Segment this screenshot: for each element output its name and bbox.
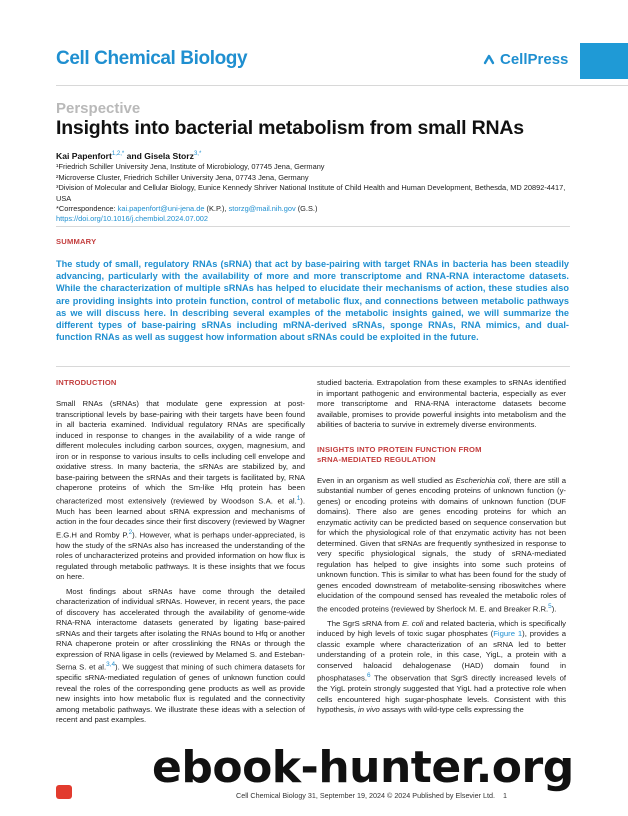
- paragraph-text: , there are still a substantial number of genes encoding proteins of unknown function (y-genes) or encoding proteins with domains of unknown function (DUF domains). There also are genes encoding proteins for which an enzymatic activity can be predicted based on sequence conservation but for which the physiological role of that enzymatic activity has not been determined. Given that sRNAs are frequently synthesized in response to very specific physiological signals, the study of sRNA-mediated regulation has helped to give insights into some such proteins of unknown function. This is similar to what has been found for the study of genes encoded downstream of metabolite-sensing riboswitches where elucidation of the compound sensed has revealed the metabolic roles of the encoded proteins (reviewed by Sherlock M. E. and Breaker R.R.: [317, 475, 566, 614]
- summary-top-rule: [56, 226, 570, 227]
- affiliation-1: ¹Friedrich Schiller University Jena, Institute of Microbiology, 07745 Jena, Germany: [56, 162, 325, 171]
- italic-term: in vivo: [358, 705, 380, 715]
- cellpress-mark-icon: [482, 53, 496, 67]
- paragraph-text: The observation that SgrS directly increased levels of the YigL protein strongly suggested that YigL had a protective role when cells encountered high sugar-phosphate levels. Consistent with this hypothesis,: [317, 673, 566, 715]
- doi-line: [56, 214, 571, 225]
- summary-text: The study of small, regulatory RNAs (sRNA) that act by base-pairing with target RNAs in bacteria has been steadily advancing, particularly with the availability of more and more transcriptome and RNA-RNA interactome datasets. While the characterization of multiple sRNAs has helped to elucidate their mechanisms of action, these studies also are providing insights into protein function, control of metabolic flux, and connections between metabolic pathways as we will discuss here. In describing several examples of the metabolic insights gained, we will summarize the different types of base-pairing sRNAs including mRNA-derived sRNAs, sponge RNAs, RNA mimics, and dual-function RNAs as well as suggest how information about sRNAs could be exploited in the future.: [56, 259, 569, 343]
- affiliation-2: ²Microverse Cluster, Friedrich Schiller University Jena, 07743 Jena, Germany: [56, 172, 309, 182]
- email-link[interactable]: storzg@mail.nih.gov: [228, 203, 296, 213]
- correspondence-initials: (G.S.): [297, 203, 318, 213]
- species-name: E. coli: [402, 618, 424, 628]
- journal-color-tab: [580, 43, 628, 79]
- author-conjunction: and: [126, 151, 142, 161]
- doi-link[interactable]: https://doi.org/10.1016/j.chembiol.2024.07.002: [56, 214, 209, 224]
- introduction-heading: INTRODUCTION: [56, 378, 117, 387]
- paragraph-text: ).: [551, 604, 557, 614]
- reference-link[interactable]: 2: [128, 528, 133, 536]
- section-heading-line: INSIGHTS INTO PROTEIN FUNCTION FROM: [317, 444, 482, 454]
- paragraph-text: ), provides a classic example where characterization of an sRNA led to better understanding of a protein role, in this case, YigL, a protein with a conserved haloacid dehalogenase (HAD) domain found in phosphatases.: [317, 629, 566, 683]
- paragraph: [317, 476, 566, 615]
- left-column: [56, 399, 305, 726]
- correspondence-line: [56, 204, 571, 215]
- section-heading: [317, 445, 566, 465]
- paragraph: [56, 399, 305, 583]
- right-column: [317, 378, 566, 716]
- reference-link[interactable]: 1: [296, 494, 301, 502]
- header-rule: [56, 85, 628, 86]
- correspondence-label: *Correspondence:: [56, 203, 116, 213]
- citation-text: Cell Chemical Biology 31, September 19, 2024 © 2024 Published by Elsevier Ltd.: [236, 791, 496, 800]
- publisher-name: CellPress: [500, 51, 569, 68]
- article-title: Insights into bacterial metabolism from small RNAs: [56, 117, 524, 139]
- journal-name: Cell Chemical Biology: [56, 48, 248, 69]
- watermark-text: ebook-hunter.org: [152, 742, 574, 793]
- page-number: 1: [503, 791, 508, 800]
- paragraph-text: and related bacteria, which is specifically induced by high levels of toxic sugar phosphates (: [317, 618, 567, 639]
- figure-link[interactable]: Figure 1: [493, 629, 523, 639]
- paragraph-text: ). However, what is perhaps under-appreciated, is how the study of the sRNAs also has increased the understanding of the roles of uncharacterized proteins and provided information on how flux is regulated through metabolic pathways. It is these insights that we focus on here.: [56, 530, 305, 582]
- paragraph-text: Small RNAs (sRNAs) that modulate gene expression at post-transcriptional levels by base-pairing with their targets have been found in all bacteria examined. Individual regulatory RNAs are specifically induced in response to changes in the availability of a wide range of different molecules including carbon sources, oxygen, magnesium, and iron or in response to various insults to cells including cell envelope and oxidative stress. In many bacteria, the sRNAs are stabilized by, and base-pairing between the sRNAs and their targets is facilitated by, RNA chaperone proteins of which the Sm-like Hfq protein has been characterized most extensively (reviewed by Woodson S.A. et al.: [56, 399, 305, 506]
- paragraph-text: ). Much has been learned about sRNA expression and mechanisms of action in the four decades since their first discovery (reviewed by Wagner E.G.H and Romby P.: [56, 496, 305, 540]
- reference-link[interactable]: 5: [548, 602, 552, 610]
- publisher-footer-icon: [56, 785, 72, 799]
- paragraph: [56, 587, 305, 726]
- affiliation-3: ³Division of Molecular and Cellular Biology, Eunice Kennedy Shriver National Institute of Child Health and Human Development, Bethesda, MD 20892-4417, USA: [56, 183, 566, 203]
- publisher-logo: [482, 51, 568, 68]
- paragraph: [317, 619, 566, 716]
- author-name[interactable]: Kai Papenfort: [56, 151, 112, 161]
- paragraph-text: assays with wild-type cells expressing the: [379, 705, 524, 715]
- section-heading-line: sRNA-MEDIATED REGULATION: [317, 454, 436, 464]
- summary-bottom-rule: [56, 366, 570, 367]
- author-name[interactable]: Gisela Storz: [144, 151, 194, 161]
- paragraph-text: ). We suggest that mining of such chimera datasets for specific sRNA-mediated regulation of genes of unknown function could reveal the roles of the corresponding gene products as well as provide new insights into how metabolic flux is regulated and the connectivity among metabolic pathways. We illustrate these ideas with a selection of recent and past examples.: [56, 662, 306, 725]
- author-affiliation-marker[interactable]: 3,*: [193, 151, 202, 158]
- paragraph-text: Even in an organism as well studied as: [317, 475, 456, 485]
- paragraph-text: The SgrS sRNA from: [327, 618, 403, 628]
- reference-link[interactable]: 6: [367, 672, 371, 680]
- reference-link[interactable]: 3,4: [106, 661, 116, 669]
- paragraph: studied bacteria. Extrapolation from these examples to sRNAs identified in important pathogenic and environmental bacteria, especially as ever more transcriptome and RNA-RNA interactome datasets become available, promises to provide powerful insights into metabolism and the abilities of bacteria to survive in extremely diverse environments.: [317, 378, 566, 429]
- email-link[interactable]: kai.papenfort@uni-jena.de: [117, 203, 205, 213]
- correspondence-initials: (K.P.),: [206, 203, 227, 213]
- species-name: Escherichia coli: [455, 475, 510, 485]
- summary-heading: SUMMARY: [56, 237, 97, 246]
- paragraph-text: Most findings about sRNAs have come through the detailed characterization of individual sRNAs. However, in recent years, the pace of discovery has accelerated through the availability of genome-wide RNA-RNA interactome datasets generated by ligating base-paired sRNAs and their targets after isolating the RNAs bound to Hfq or another RNA chaperone protein or after crosslinking the RNAs or through the expression of RNA ligase in cells (reviewed by Melamed S. and Esteban-Serna S. et al.: [56, 586, 305, 672]
- author-line: [56, 151, 201, 161]
- article-type: Perspective: [56, 100, 141, 117]
- author-affiliation-marker[interactable]: 1,2,*: [111, 151, 125, 158]
